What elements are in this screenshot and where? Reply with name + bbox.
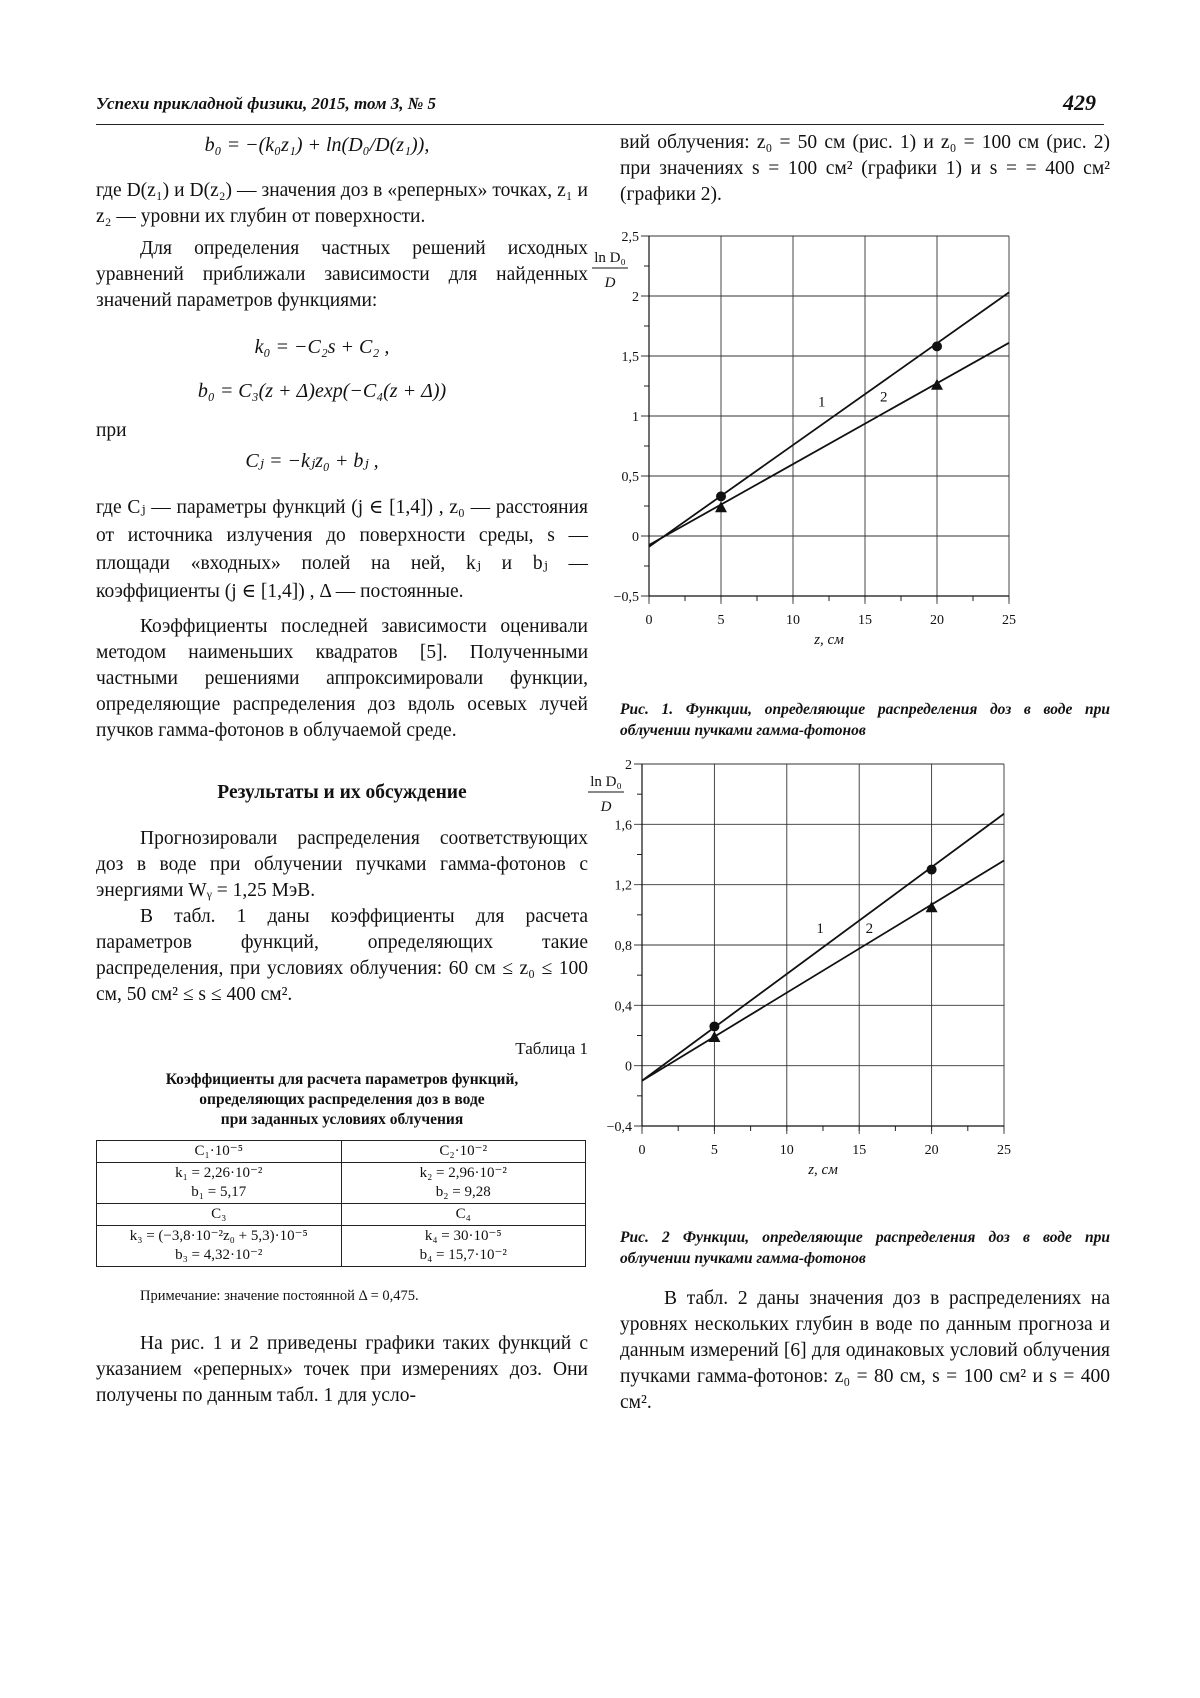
table-note: Примечание: значение постоянной Δ = 0,475. — [140, 1288, 419, 1304]
cell-line: k₁ = 2,26·10⁻² — [175, 1165, 263, 1181]
paragraph-right-top: вий облучения: z₀ = 50 см (рис. 1) и z₀ = 100 см (рис. 2) при значениях s = 100 см² (графики 1) и s = = 400 см² (графики 2). — [620, 132, 1110, 205]
series-line-1 — [649, 292, 1009, 546]
table-row — [97, 1163, 586, 1204]
data-point-circle — [709, 1021, 719, 1031]
paragraph-5: Прогнозировали распределения соответствующих доз в воде при облучении пучками гамма-фотонов с энергиями Wᵧ = 1,25 МэВ. — [96, 828, 588, 901]
table-cell: C₃ — [97, 1204, 342, 1226]
cell-line: k₃ = (−3,8·10⁻²z₀ + 5,3)·10⁻⁵ — [129, 1228, 308, 1244]
data-point-circle — [932, 341, 942, 351]
figure-1 — [594, 222, 1120, 741]
x-tick-label: 25 — [997, 1143, 1011, 1158]
page-number: 429 — [1063, 90, 1096, 115]
section-title: Результаты и их обсуждение — [217, 782, 467, 803]
formula-b0: b₀ = −(k₀z₁) + ln(D₀/D(z₁)), — [204, 134, 430, 156]
y-tick-label: 1 — [632, 410, 639, 425]
formula-b0-approx: b₀ = C₃(z + Δ)exp(−C₄(z + Δ)) — [197, 380, 447, 402]
table-cell: C₂·10⁻² — [341, 1141, 586, 1163]
figure-2 — [590, 752, 1120, 1269]
data-point-triangle — [708, 1031, 720, 1042]
paragraph-2: Для определения частных решений исходных уравнений приближали зависимости для найденных значений параметров функциями: — [96, 238, 588, 311]
right-column-bottom — [620, 1286, 1110, 1416]
x-tick-label: 0 — [638, 1143, 646, 1158]
data-point-circle — [716, 491, 726, 501]
x-tick-label: 5 — [717, 613, 725, 628]
cell-line: b₄ = 15,7·10⁻² — [419, 1247, 507, 1263]
x-tick-label: 15 — [858, 613, 872, 628]
paragraph-1: где D(z₁) и D(z₂) — значения доз в «реперных» точках, z₁ и z₂ — уровни их глубин от поверхности. — [96, 180, 588, 227]
x-tick-label: 20 — [924, 1143, 939, 1158]
x-axis-label: z, см — [814, 632, 844, 648]
paragraph-right-bottom: В табл. 2 даны значения доз в распределениях на уровнях нескольких глубин в воде по данным прогноза и данным измерений [6] для одинаковых условий облучения пучками гамма-фотонов: z₀ = 80 см, s = 100 см² и s = 400 см². — [620, 1288, 1110, 1413]
table-title-line: Коэффициенты для расчета параметров функций, — [165, 1071, 519, 1088]
table-title — [96, 1070, 588, 1130]
table-cell — [97, 1163, 342, 1204]
x-tick-label: 10 — [786, 613, 800, 628]
series-line-1 — [642, 814, 1004, 1081]
y-tick-label: 2 — [625, 758, 632, 773]
figure-2-caption: Рис. 2 Функции, определяющие распределения доз в воде при облучении пучками гамма-фотонов — [620, 1229, 1110, 1267]
cell-line: b₁ = 5,17 — [191, 1184, 247, 1200]
table-title-line: определяющих распределения доз в воде — [199, 1091, 485, 1108]
x-tick-label: 20 — [930, 613, 944, 628]
y-tick-label: 0 — [632, 530, 639, 545]
y-tick-label: −0,5 — [613, 590, 639, 605]
table-title-line: при заданных условиях облучения — [220, 1111, 464, 1128]
y-tick-label: 1,2 — [614, 878, 632, 894]
y-axis-label-denominator: D — [604, 275, 616, 291]
figure-2-chart — [590, 752, 1120, 1222]
right-column-top — [620, 130, 1110, 208]
paragraph-7: На рис. 1 и 2 приведены графики таких функций с указанием «реперных» точек при измерениях доз. Они получены по данным табл. 1 для усло- — [96, 1333, 588, 1406]
coefficients-table — [96, 1140, 586, 1267]
table-row — [97, 1204, 586, 1226]
x-axis-label: z, см — [808, 1162, 838, 1178]
y-tick-label: 0 — [625, 1059, 632, 1075]
series-line-2 — [649, 343, 1009, 545]
table-cell: C₄ — [341, 1204, 586, 1226]
paragraph-6: В табл. 1 даны коэффициенты для расчета параметров функций, определяющих такие распределения, при условиях облучения: 60 см ≤ z₀ ≤ 100 см, 50 см² ≤ s ≤ 400 см². — [96, 906, 588, 1005]
series-label-2: 2 — [865, 920, 874, 937]
y-axis-label-numerator: ln D₀ — [594, 250, 626, 266]
running-header — [96, 90, 1104, 125]
cell-line: b₂ = 9,28 — [435, 1184, 491, 1200]
formula-k0: k₀ = −C₂s + C₂ , — [254, 336, 390, 358]
left-column — [96, 130, 588, 1409]
cell-line: k₄ = 30·10⁻⁵ — [424, 1228, 502, 1244]
cell-line: k₂ = 2,96·10⁻² — [419, 1165, 507, 1181]
formula-cj: Cⱼ = −kⱼz₀ + bⱼ , — [245, 450, 379, 472]
x-tick-label: 25 — [1002, 613, 1016, 628]
table-row — [97, 1141, 586, 1163]
journal-title: Успехи прикладной физики, 2015, том 3, № 5 — [96, 94, 437, 113]
y-tick-label: 2 — [632, 290, 639, 305]
table-row — [97, 1226, 586, 1267]
table-caption: Таблица 1 — [515, 1039, 588, 1058]
series-line-2 — [642, 861, 1004, 1081]
paragraph-4: Коэффициенты последней зависимости оценивали методом наименьших квадратов [5]. Полученными частными решениями аппроксимировали функции, определяющие распределения доз вдоль осевых лучей пучков гамма-фотонов в облучаемой среде. — [96, 616, 588, 741]
y-axis-label-denominator: D — [600, 799, 612, 815]
y-tick-label: 1,5 — [621, 350, 639, 365]
cell-line: b₃ = 4,32·10⁻² — [175, 1247, 263, 1263]
x-tick-label: 15 — [852, 1143, 867, 1158]
table-cell — [341, 1226, 586, 1267]
table-cell — [97, 1226, 342, 1267]
series-label-1: 1 — [816, 920, 824, 937]
table-cell — [341, 1163, 586, 1204]
series-label-2: 2 — [879, 389, 888, 406]
y-tick-label: 0,8 — [614, 939, 632, 954]
figure-1-chart — [594, 222, 1120, 692]
y-tick-label: −0,4 — [606, 1120, 632, 1135]
table-cell: C₁·10⁻⁵ — [97, 1141, 342, 1163]
data-point-circle — [927, 865, 937, 875]
x-tick-label: 0 — [645, 613, 653, 628]
series-label-1: 1 — [818, 394, 826, 411]
y-tick-label: 1,6 — [614, 818, 632, 834]
paragraph-3: где Cⱼ — параметры функций (j ∈ [1,4]) , z₀ — расстояния от источника излучения до поверхности среды, s — площади «входных» полей на ней, kⱼ и bⱼ — коэффициенты (j ∈ [1,4]) , Δ — постоянные. — [96, 497, 588, 602]
figure-1-caption: Рис. 1. Функции, определяющие распределения доз в воде при облучении пучками гамма-фотонов — [620, 701, 1110, 739]
y-axis-label-numerator: ln D₀ — [590, 774, 622, 790]
x-tick-label: 10 — [779, 1143, 794, 1158]
y-tick-label: 0,5 — [621, 470, 639, 485]
y-tick-label: 2,5 — [621, 230, 639, 245]
x-tick-label: 5 — [710, 1143, 718, 1158]
y-tick-label: 0,4 — [614, 999, 632, 1015]
label-pri: при — [96, 420, 127, 441]
